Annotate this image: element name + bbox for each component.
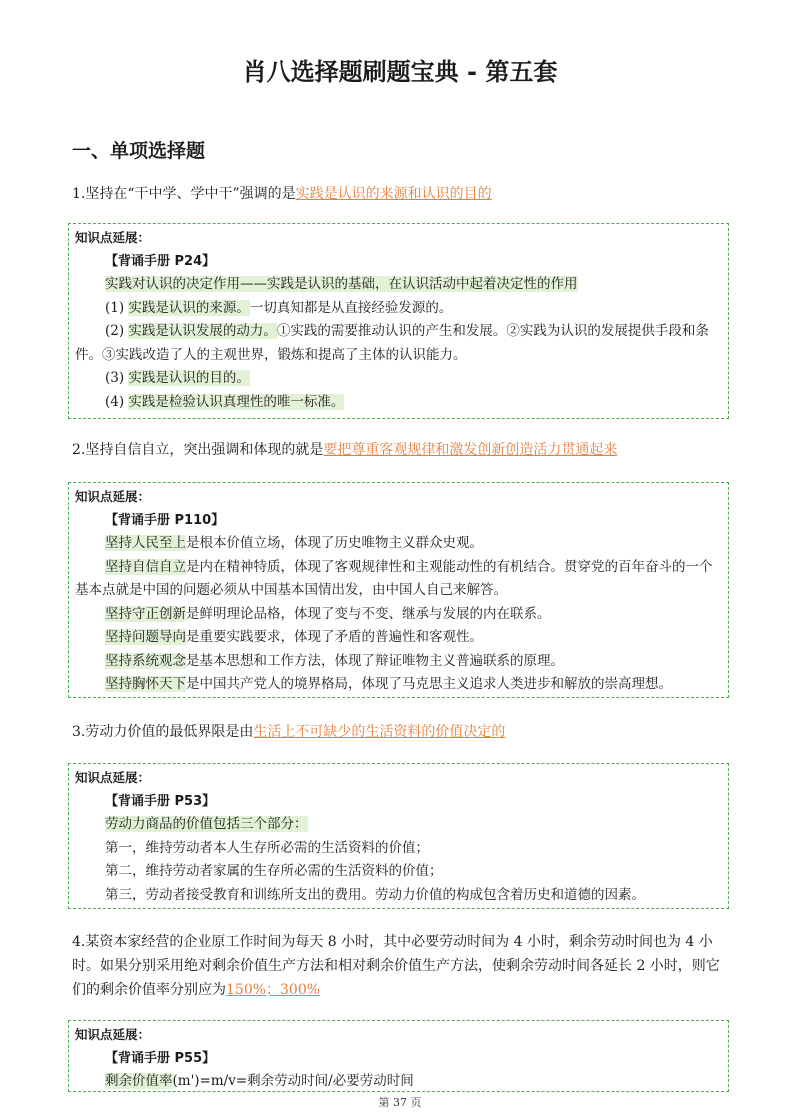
- knowledge-box-3: [68, 763, 729, 909]
- manual-reference: 【背诵手册 P110】: [105, 512, 225, 528]
- knowledge-heading: 知识点延展：: [75, 230, 151, 245]
- question-1: [72, 182, 732, 206]
- knowledge-line: 剩余价值率(m')=m/v=剩余劳动时间/必要劳动时间: [105, 1073, 414, 1089]
- knowledge-heading: 知识点延展：: [75, 1027, 151, 1042]
- question-3-text: 3.劳动力价值的最低界限是由: [72, 724, 254, 740]
- knowledge-line: 坚持人民至上是根本价值立场，体现了历史唯物主义群众史观。: [105, 535, 483, 551]
- question-1-text: 1.坚持在“干中学、学中干”强调的是: [72, 186, 296, 202]
- manual-reference: 【背诵手册 P53】: [105, 793, 216, 809]
- knowledge-line: 坚持系统观念是基本思想和工作方法，体现了辩证唯物主义普遍联系的原理。: [105, 652, 564, 669]
- knowledge-line: 第二，维持劳动者家属的生存所必需的生活资料的价值；: [105, 863, 443, 879]
- knowledge-box-2: [68, 482, 729, 698]
- question-4: [72, 930, 732, 1002]
- knowledge-line: (1) 实践是认识的来源。一切真知都是从直接经验发源的。: [105, 299, 453, 316]
- knowledge-heading: 知识点延展：: [75, 489, 151, 504]
- knowledge-line: 坚持自信自立是内在精神特质，体现了客观规律性和主观能动性的有机结合。贯穿党的百年奋斗的一个基本点就是中国的问题必须从中国基本国情出发，由中国人自己来解答。: [75, 558, 713, 598]
- question-2: [72, 438, 732, 462]
- knowledge-line: (3) 实践是认识的目的。: [105, 370, 250, 386]
- knowledge-line: 实践对认识的决定作用——实践是认识的基础，在认识活动中起着决定性的作用: [105, 276, 578, 292]
- knowledge-line: 第一，维持劳动者本人生存所必需的生活资料的价值；: [105, 839, 429, 856]
- knowledge-box-1: [68, 223, 729, 419]
- manual-reference: 【背诵手册 P24】: [105, 253, 216, 269]
- knowledge-line: 坚持问题导向是重要实践要求，体现了矛盾的普遍性和客观性。: [105, 629, 483, 645]
- question-2-answer: 要把尊重客观规律和激发创新创造活力贯通起来: [323, 442, 618, 458]
- knowledge-line: (2) 实践是认识发展的动力。①实践的需要推动认识的产生和发展。②实践为认识的发展提供手段和条件。③实践改造了人的主观世界，锻炼和提高了主体的认识能力。: [75, 323, 709, 363]
- manual-reference: 【背诵手册 P55】: [105, 1050, 216, 1066]
- knowledge-heading: 知识点延展：: [75, 770, 151, 785]
- question-3-answer: 生活上不可缺少的生活资料的价值决定的: [253, 724, 506, 740]
- section-heading: 一、单项选择题: [72, 140, 206, 162]
- question-4-text: 4.某资本家经营的企业原工作时间为每天 8 小时，其中必要劳动时间为 4 小时，剩余劳动时间也为 4 小时。如果分别采用绝对剩余价值生产方法和相对剩余价值生产方法，使剩余劳动时间各延长 2 小时，则它们的剩余价值率分别应为: [72, 934, 720, 998]
- question-3: [72, 720, 732, 744]
- knowledge-box-4: [68, 1020, 729, 1092]
- knowledge-line: 劳动力商品的价值包括三个部分：: [105, 816, 308, 832]
- knowledge-line: (4) 实践是检验认识真理性的唯一标准。: [105, 393, 345, 410]
- knowledge-line: 坚持胸怀天下是中国共产党人的境界格局，体现了马克思主义追求人类进步和解放的崇高理想。: [105, 676, 672, 692]
- question-2-text: 2.坚持自信自立，突出强调和体现的就是: [72, 442, 324, 458]
- page-title: 肖八选择题刷题宝典 - 第五套: [242, 58, 558, 86]
- page-number: 第 37 页: [378, 1096, 422, 1109]
- knowledge-line: 坚持守正创新是鲜明理论品格，体现了变与不变、继承与发展的内在联系。: [105, 605, 551, 622]
- knowledge-line: 第三，劳动者接受教育和训练所支出的费用。劳动力价值的构成包含着历史和道德的因素。: [105, 886, 645, 903]
- question-1-answer: 实践是认识的来源和认识的目的: [295, 186, 492, 202]
- question-4-answer: 150%；300%: [226, 982, 321, 998]
